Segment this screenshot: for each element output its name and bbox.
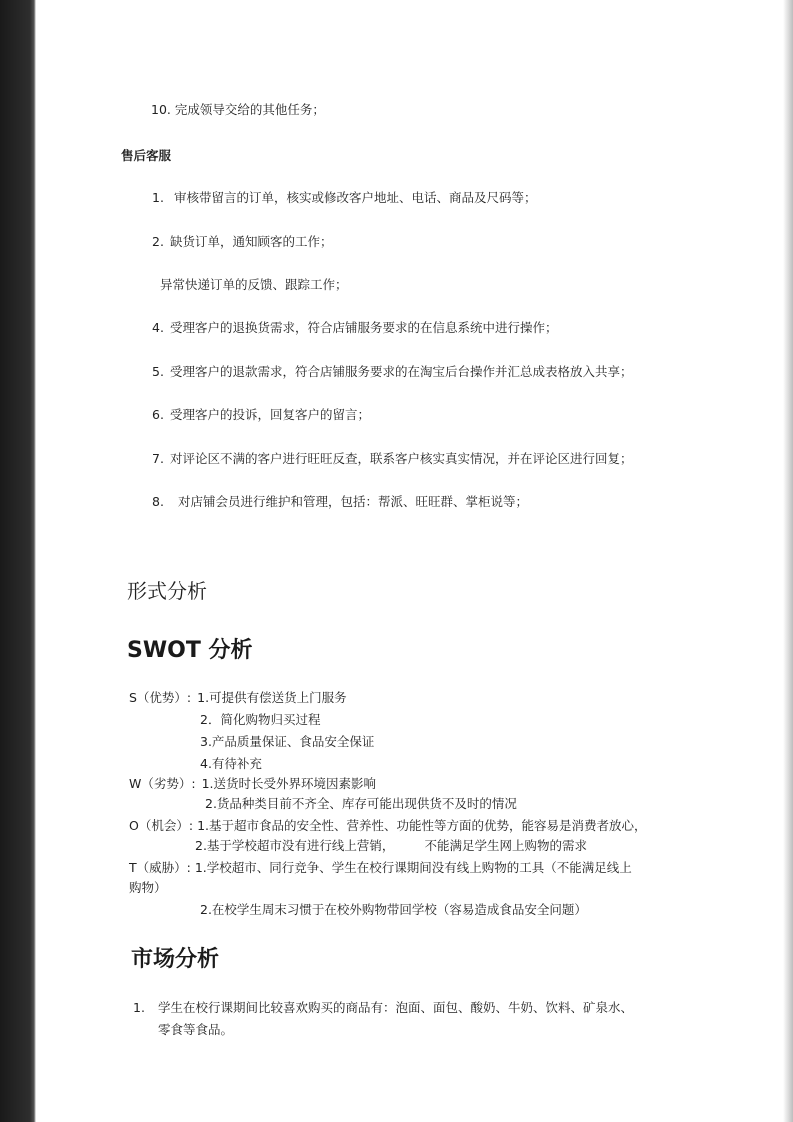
swot-t-row: T（威胁）: 1.学校超市、同行竞争、学生在校行课期间没有线上购物的工具（不能满足线上 [129, 860, 632, 875]
list-item: 5. 受理客户的退款需求，符合店铺服务要求的在淘宝后台操作并汇总成表格放入共享； [152, 364, 633, 379]
swot-title: SWOT 分析 [127, 638, 253, 663]
swot-o-label: O（机会）: [129, 818, 194, 833]
market-item-line2: 零食等食品。 [158, 1022, 234, 1037]
scan-left-edge [0, 0, 36, 1122]
list-item: 7. 对评论区不满的客户进行旺旺反查，联系客户核实真实情况，并在评论区进行回复； [152, 451, 633, 466]
market-item-line1: 学生在校行课期间比较喜欢购买的商品有：泡面、面包、酸奶、牛奶、饮料、矿泉水、 [158, 1000, 634, 1015]
list-item: 6. 受理客户的投诉，回复客户的留言； [152, 407, 371, 422]
swot-s-item: 2．简化购物归买过程 [200, 712, 321, 727]
top-item-10: 10. 完成领导交给的其他任务； [151, 102, 325, 117]
list-item: 异常快递订单的反馈、跟踪工作； [160, 277, 348, 292]
list-item: 2. 缺货订单，通知顾客的工作； [152, 234, 333, 249]
swot-w-row: W（劣势）: 1.送货时长受外界环境因素影响 [129, 776, 377, 791]
swot-w-label: W（劣势）: [129, 776, 196, 791]
scan-right-edge [783, 0, 793, 1122]
swot-s-label: S（优势）: [129, 690, 192, 705]
form-analysis-title: 形式分析 [127, 579, 207, 603]
swot-t-continuation: 购物） [129, 880, 167, 895]
swot-t-item: 2.在校学生周末习惯于在校外购物带回学校（容易造成食品安全问题） [200, 902, 587, 917]
swot-s-row: S（优势）: 1.可提供有偿送货上门服务 [129, 690, 347, 705]
swot-t-label: T（威胁）: [129, 860, 191, 875]
swot-w-item: 2.货品种类目前不齐全、库存可能出现供货不及时的情况 [205, 796, 517, 811]
after-sales-heading: 售后客服 [121, 148, 172, 163]
market-item-num: 1. [133, 1000, 145, 1015]
swot-o-row: O（机会）: 1.基于超市食品的安全性、营养性、功能性等方面的优势，能容易是消费者放心， [129, 818, 647, 833]
list-item: 4. 受理客户的退换货需求，符合店铺服务要求的在信息系统中进行操作； [152, 320, 558, 335]
swot-o-item: 2.基于学校超市没有进行线上营销， 不能满足学生网上购物的需求 [195, 838, 587, 853]
swot-s-item: 3.产品质量保证、食品安全保证 [200, 734, 375, 749]
swot-s-item: 4.有待补充 [200, 756, 262, 771]
list-item: 1. 审核带留言的订单，核实或修改客户地址、电话、商品及尺码等； [152, 190, 537, 205]
list-item: 8. 对店铺会员进行维护和管理，包括：帮派、旺旺群、掌柜说等； [152, 494, 529, 509]
market-analysis-title: 市场分析 [131, 947, 220, 972]
